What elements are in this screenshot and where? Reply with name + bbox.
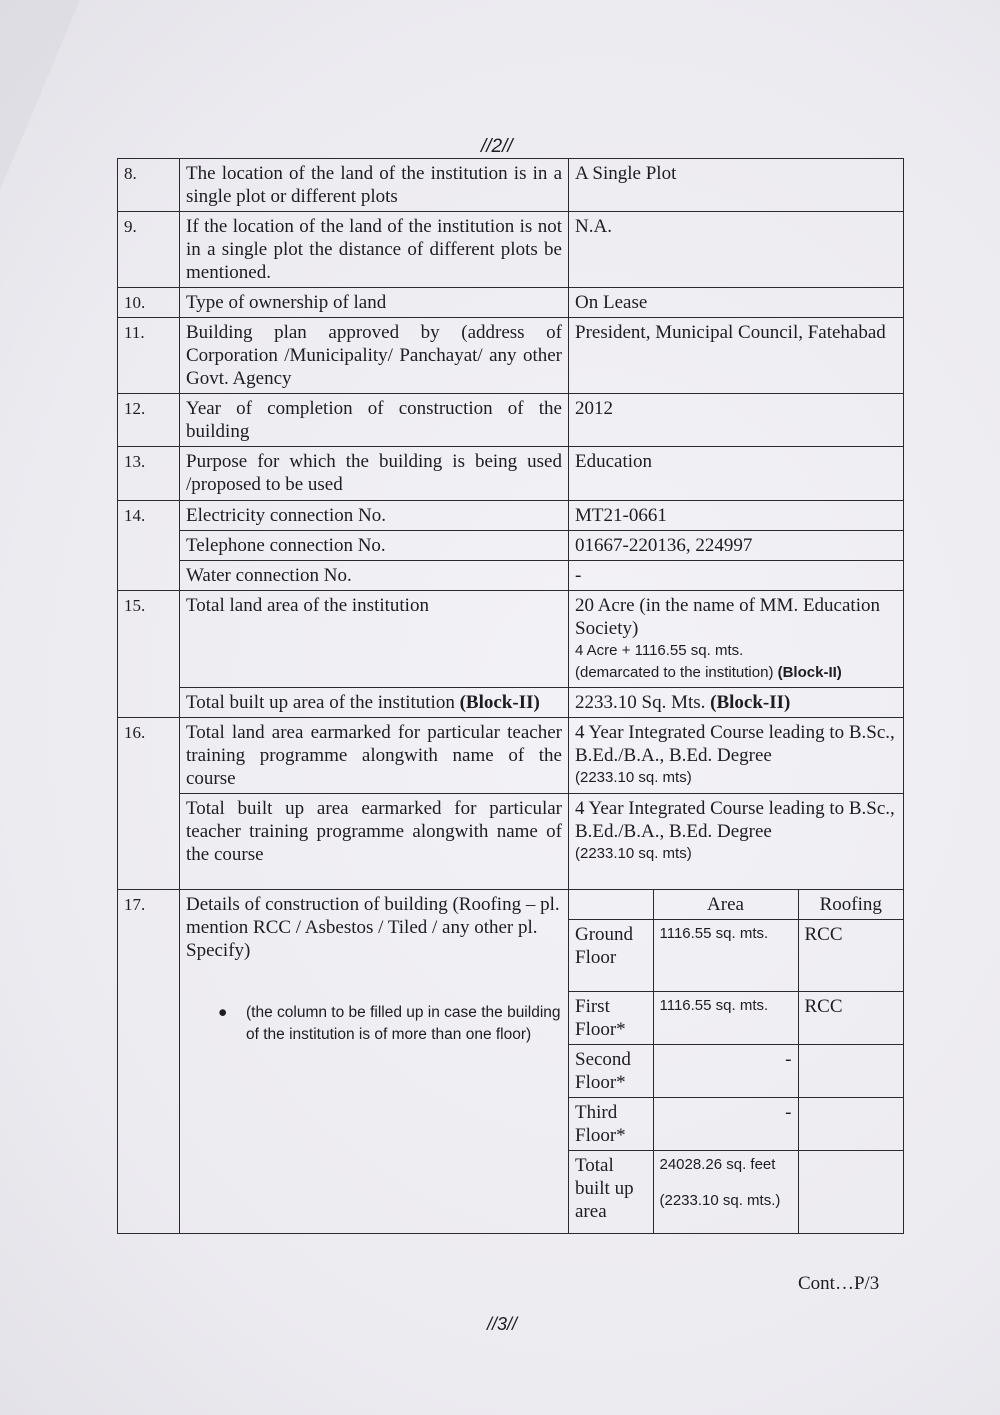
row-item: The location of the land of the institution is in a single plot or different plots [180, 159, 569, 212]
floor-area: - [653, 1098, 798, 1151]
row-item: Building plan approved by (address of Corporation /Municipality/ Panchayat/ any other Govt. Agency [180, 318, 569, 394]
total-roofing-blank [798, 1151, 903, 1233]
row-number: 12. [118, 394, 180, 447]
row-value: On Lease [569, 288, 904, 318]
floor-area: 1116.55 sq. mts. [653, 920, 798, 992]
row-number: 9. [118, 212, 180, 288]
row-number: 14. [118, 501, 180, 591]
floor-area: 1116.55 sq. mts. [653, 992, 798, 1045]
floor-name: Ground Floor [569, 920, 653, 992]
row-item [180, 890, 569, 1234]
page-fold [0, 0, 80, 190]
row-number: 13. [118, 447, 180, 501]
row-value: A Single Plot [569, 159, 904, 212]
telephone-label: Telephone connection No. [180, 531, 569, 561]
course-name: 4 Year Integrated Course leading to B.Sc., B.Ed./B.A., B.Ed. Degree [575, 722, 895, 766]
block-label: (Block-II) [710, 692, 791, 713]
demarcated-text: (demarcated to the institution) [575, 664, 774, 681]
land-area-note-2 [575, 662, 897, 684]
built-area-number: 2233.10 Sq. Mts. [575, 692, 706, 713]
table-row [118, 890, 904, 1234]
row-number: 16. [118, 718, 180, 890]
table-row [118, 794, 904, 890]
table-row [569, 1151, 903, 1233]
floor-roofing [798, 1045, 903, 1098]
water-value: - [569, 561, 904, 591]
roofing-header: Roofing [798, 890, 903, 920]
table-row [569, 992, 903, 1045]
multi-floor-note [218, 1002, 562, 1046]
row-value: Education [569, 447, 904, 501]
water-label: Water connection No. [180, 561, 569, 591]
land-area-text: 20 Acre (in the name of MM. Education Society) [575, 595, 880, 639]
continued-note: Cont…P/3 [798, 1273, 880, 1294]
total-area-mts: (2233.10 sq. mts.) [659, 1192, 781, 1209]
row-number: 17. [118, 890, 180, 1234]
floor-details-cell [569, 890, 904, 1234]
bullet-icon: ● [218, 1004, 228, 1021]
total-area-feet: 24028.26 sq. feet [659, 1156, 776, 1173]
floor-name: Third Floor* [569, 1098, 653, 1151]
table-row [118, 288, 904, 318]
floor-details-table [569, 890, 903, 1233]
total-area [653, 1151, 798, 1233]
note-text: (the column to be filled up in case the building of the institution is of more than one floor) [246, 1004, 561, 1043]
built-area-text: Total built up area of the institution [186, 692, 455, 713]
page-marker-bottom: //3// [487, 1314, 518, 1334]
row-value [569, 794, 904, 890]
built-area-value [569, 688, 904, 718]
page-marker-top: //2// [481, 136, 513, 157]
built-area-label [180, 688, 569, 718]
total-label: Total built up area [569, 1151, 653, 1233]
floor-roofing: RCC [798, 920, 903, 992]
land-area-label: Total land area of the institution [180, 591, 569, 688]
row-item: Purpose for which the building is being used /proposed to be used [180, 447, 569, 501]
table-row [118, 718, 904, 794]
row-item: If the location of the land of the institution is not in a single plot the distance of different plots be mentioned. [180, 212, 569, 288]
table-row [569, 890, 903, 920]
land-building-details-table [117, 158, 904, 1234]
table-row [118, 688, 904, 718]
electricity-label: Electricity connection No. [180, 501, 569, 531]
floor-area: - [653, 1045, 798, 1098]
land-area-value [569, 591, 904, 688]
course-name: 4 Year Integrated Course leading to B.Sc., B.Ed./B.A., B.Ed. Degree [575, 798, 895, 842]
table-row [118, 531, 904, 561]
table-row [569, 1045, 903, 1098]
row-number: 10. [118, 288, 180, 318]
course-area: (2233.10 sq. mts) [575, 845, 692, 862]
course-area: (2233.10 sq. mts) [575, 769, 692, 786]
table-row [118, 318, 904, 394]
construction-details-label: Details of construction of building (Roofing – pl. mention RCC / Asbestos / Tiled / any other pl. Specify) [186, 894, 560, 961]
table-row [118, 394, 904, 447]
row-value: N.A. [569, 212, 904, 288]
row-value: 2012 [569, 394, 904, 447]
row-item: Year of completion of construction of the building [180, 394, 569, 447]
row-number: 8. [118, 159, 180, 212]
telephone-value: 01667-220136, 224997 [569, 531, 904, 561]
row-number: 15. [118, 591, 180, 718]
row-value [569, 718, 904, 794]
floor-roofing [798, 1098, 903, 1151]
table-row [118, 561, 904, 591]
table-row [569, 1098, 903, 1151]
electricity-value: MT21-0661 [569, 501, 904, 531]
floor-name: First Floor* [569, 992, 653, 1045]
floor-header-blank [569, 890, 653, 920]
table-row [118, 447, 904, 501]
row-item: Type of ownership of land [180, 288, 569, 318]
row-item: Total land area earmarked for particular teacher training programme alongwith name of the course [180, 718, 569, 794]
area-header: Area [653, 890, 798, 920]
block-label: (Block-II) [777, 664, 842, 681]
table-row [569, 920, 903, 992]
floor-roofing: RCC [798, 992, 903, 1045]
row-number: 11. [118, 318, 180, 394]
table-row [118, 591, 904, 688]
table-row [118, 159, 904, 212]
land-area-note: 4 Acre + 1116.55 sq. mts. [575, 642, 744, 659]
table-row [118, 212, 904, 288]
table-row [118, 501, 904, 531]
block-label: (Block-II) [459, 692, 540, 713]
floor-name: Second Floor* [569, 1045, 653, 1098]
row-value: President, Municipal Council, Fatehabad [569, 318, 904, 394]
row-item: Total built up area earmarked for particular teacher training programme alongwith name of the course [180, 794, 569, 890]
